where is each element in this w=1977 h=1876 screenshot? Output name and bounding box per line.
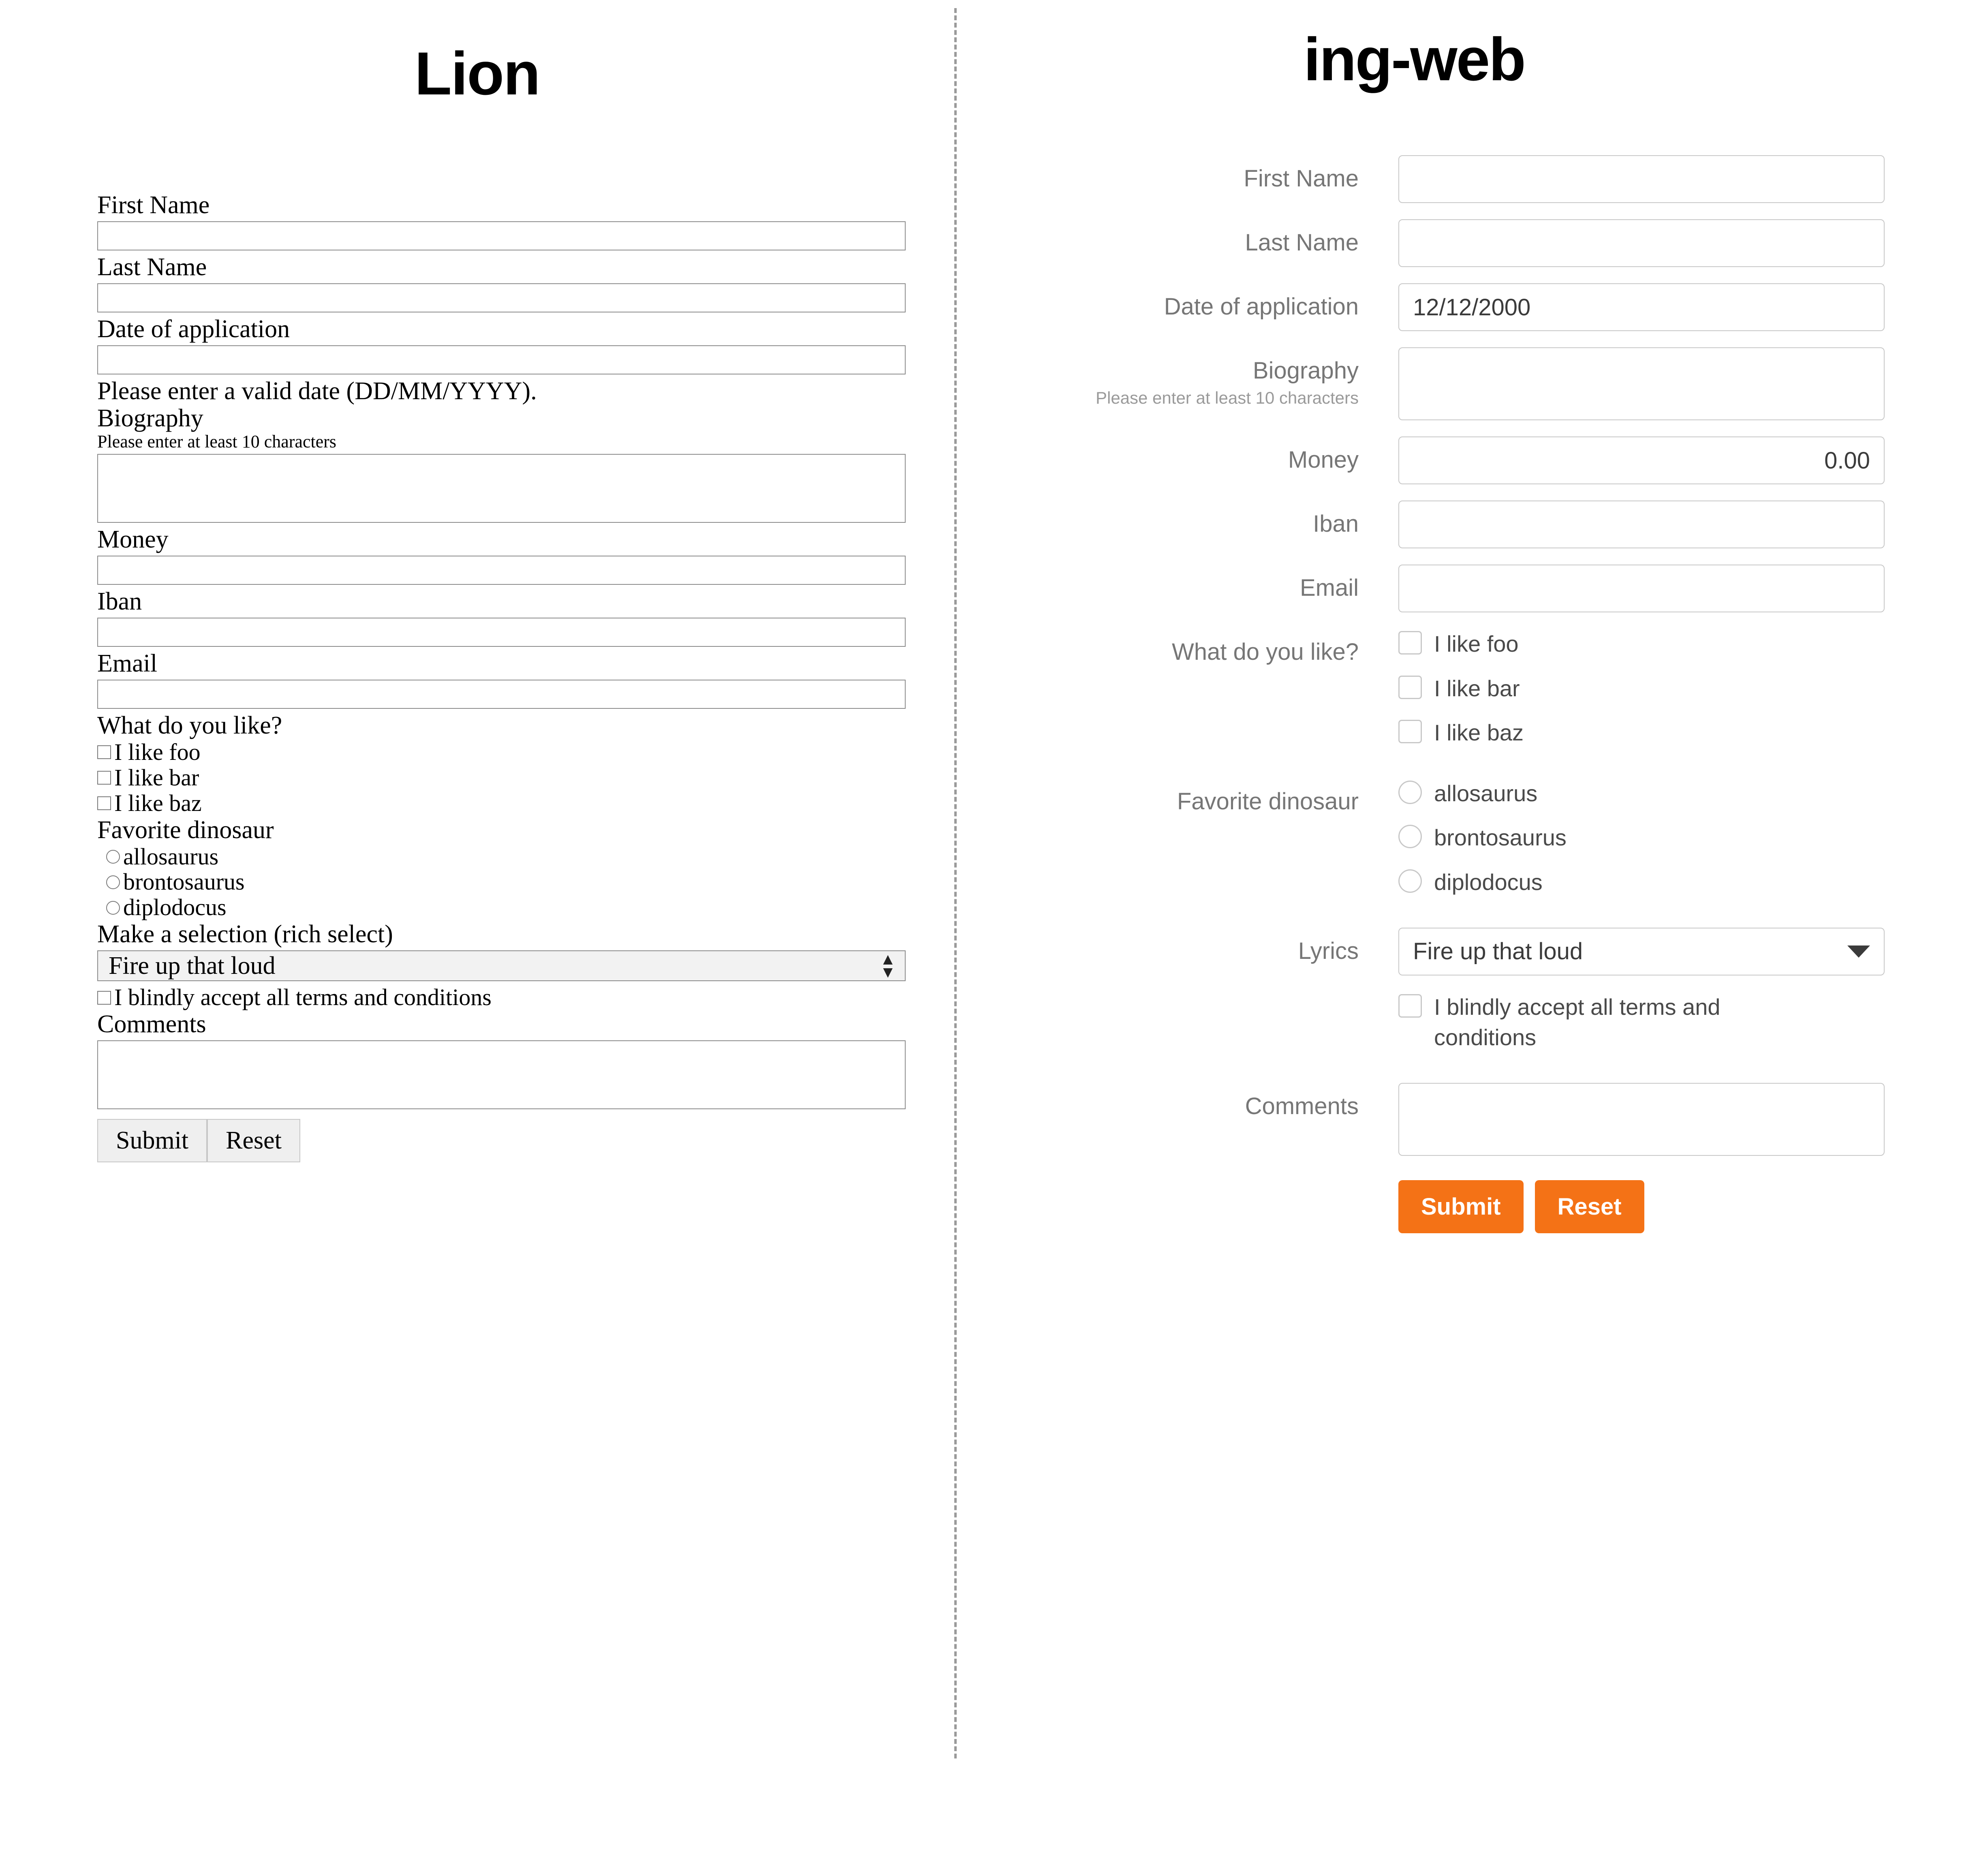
right-biography-label: Biography <box>1252 357 1359 384</box>
left-dino-allosaurus-label: allosaurus <box>123 843 219 870</box>
right-likes-row <box>989 629 1977 762</box>
right-submit-button[interactable]: Submit <box>1398 1180 1524 1233</box>
right-iban-label: Iban <box>1313 511 1359 537</box>
right-dino-brontosaurus-row[interactable] <box>1398 822 1885 853</box>
checkbox-icon[interactable] <box>97 796 111 810</box>
right-last-name-field-col <box>1398 219 1885 267</box>
right-form <box>957 155 1977 1233</box>
right-comments-label: Comments <box>1245 1093 1359 1119</box>
left-first-name-input[interactable] <box>97 221 906 250</box>
left-form <box>97 192 906 1162</box>
right-like-baz-label: I like baz <box>1434 720 1524 746</box>
left-money-input[interactable] <box>97 556 906 585</box>
right-first-name-label-col <box>989 155 1398 192</box>
right-money-label-col <box>989 436 1398 473</box>
left-like-foo-label: I like foo <box>114 738 201 765</box>
right-first-name-row <box>989 155 1977 203</box>
right-date-input[interactable]: 12/12/2000 <box>1398 283 1885 331</box>
left-dino-diplodocus-label: diplodocus <box>123 894 227 921</box>
left-dino-allosaurus-row[interactable] <box>97 845 906 869</box>
right-date-field-col <box>1398 283 1885 331</box>
radio-icon[interactable] <box>1398 869 1422 893</box>
radio-icon[interactable] <box>1398 781 1422 804</box>
right-date-row <box>989 283 1977 331</box>
checkbox-icon[interactable] <box>97 745 111 759</box>
left-dino-brontosaurus-label: brontosaurus <box>123 868 245 895</box>
left-biography-hint: Please enter at least 10 characters <box>97 431 337 451</box>
left-likes-label: What do you like? <box>97 712 282 740</box>
left-email-input[interactable] <box>97 680 906 709</box>
right-money-label: Money <box>1288 447 1359 473</box>
right-terms-checkbox-row[interactable] <box>1398 992 1885 1053</box>
right-dino-diplodocus-row[interactable] <box>1398 867 1885 898</box>
left-last-name-input[interactable] <box>97 283 906 312</box>
right-lyrics-label: Lyrics <box>1298 937 1359 964</box>
right-like-foo-label: I like foo <box>1434 631 1519 657</box>
right-dinosaur-label: Favorite dinosaur <box>1177 788 1359 815</box>
right-like-bar-row[interactable] <box>1398 673 1885 704</box>
right-last-name-label: Last Name <box>1245 229 1359 256</box>
right-dinosaur-field-col <box>1398 778 1885 911</box>
left-biography-textarea[interactable] <box>97 454 906 523</box>
left-dinosaur-label: Favorite dinosaur <box>97 816 274 844</box>
right-last-name-row <box>989 219 1977 267</box>
right-dino-brontosaurus-label: brontosaurus <box>1434 825 1567 851</box>
right-biography-textarea[interactable] <box>1398 347 1885 420</box>
right-lyrics-label-col <box>989 928 1398 964</box>
left-like-bar-label: I like bar <box>114 764 199 791</box>
left-last-name-label: Last Name <box>97 253 207 281</box>
right-iban-input[interactable] <box>1398 501 1885 548</box>
right-lyrics-select-value: Fire up that loud <box>1413 938 1583 965</box>
right-like-foo-row[interactable] <box>1398 629 1885 659</box>
right-date-label-col <box>989 283 1398 320</box>
checkbox-icon[interactable] <box>1398 720 1422 743</box>
right-biography-field-col <box>1398 347 1885 420</box>
left-comments-textarea[interactable] <box>97 1040 906 1109</box>
right-lyrics-row <box>989 928 1977 975</box>
left-like-foo-row[interactable] <box>97 740 906 765</box>
right-comments-label-col <box>989 1083 1398 1119</box>
right-email-label-col <box>989 565 1398 601</box>
left-like-baz-label: I like baz <box>114 789 202 816</box>
radio-icon[interactable] <box>106 850 120 864</box>
left-dino-brontosaurus-row[interactable] <box>97 870 906 894</box>
right-money-input[interactable]: 0.00 <box>1398 436 1885 484</box>
right-button-row <box>1398 1180 1977 1233</box>
left-date-input[interactable] <box>97 345 906 374</box>
right-likes-label: What do you like? <box>1171 639 1359 665</box>
left-comments-label: Comments <box>97 1010 206 1038</box>
checkbox-icon[interactable] <box>1398 994 1422 1018</box>
left-money-label: Money <box>97 526 169 554</box>
left-button-row <box>97 1119 906 1162</box>
right-money-row <box>989 436 1977 484</box>
right-lyrics-field-col <box>1398 928 1885 975</box>
right-reset-button[interactable]: Reset <box>1535 1180 1644 1233</box>
right-dinosaur-label-col <box>989 778 1398 815</box>
right-like-baz-row[interactable] <box>1398 717 1885 748</box>
radio-icon[interactable] <box>106 875 120 889</box>
left-like-bar-row[interactable] <box>97 766 906 790</box>
right-lyrics-select[interactable] <box>1398 928 1885 975</box>
left-submit-button[interactable]: Submit <box>97 1119 207 1162</box>
right-pane-title: ing-web <box>1304 25 1525 93</box>
right-terms-field-col <box>1398 992 1885 1067</box>
right-like-bar-label: I like bar <box>1434 675 1520 701</box>
checkbox-icon[interactable] <box>97 771 111 785</box>
checkbox-icon[interactable] <box>97 991 111 1005</box>
left-date-hint: Please enter a valid date (DD/MM/YYYY). <box>97 377 537 405</box>
right-biography-row <box>989 347 1977 420</box>
right-last-name-label-col <box>989 219 1398 256</box>
right-first-name-field-col <box>1398 155 1885 203</box>
right-biography-label-col <box>989 347 1398 408</box>
left-terms-row[interactable] <box>97 985 906 1010</box>
right-terms-row <box>989 992 1977 1067</box>
left-terms-label: I blindly accept all terms and conditions <box>114 984 492 1011</box>
radio-icon[interactable] <box>106 901 120 915</box>
right-terms-label: I blindly accept all terms and conditions <box>1434 994 1721 1050</box>
right-first-name-input[interactable] <box>1398 155 1885 203</box>
right-date-label: Date of application <box>1164 293 1359 320</box>
right-first-name-label: First Name <box>1244 165 1359 192</box>
right-email-row <box>989 565 1977 612</box>
right-comments-textarea[interactable] <box>1398 1083 1885 1156</box>
left-like-baz-row[interactable] <box>97 791 906 816</box>
right-dino-allosaurus-label: allosaurus <box>1434 780 1538 806</box>
right-terms-label-col <box>989 992 1398 1002</box>
left-iban-input[interactable] <box>97 618 906 647</box>
right-last-name-input[interactable] <box>1398 219 1885 267</box>
left-email-label: Email <box>97 650 158 678</box>
left-rich-select[interactable] <box>97 950 906 981</box>
right-comments-row <box>989 1083 1977 1156</box>
right-money-field-col <box>1398 436 1885 484</box>
left-select-label: Make a selection (rich select) <box>97 920 393 948</box>
left-dino-diplodocus-row[interactable] <box>97 895 906 920</box>
right-dino-allosaurus-row[interactable] <box>1398 778 1885 809</box>
right-dino-diplodocus-label: diplodocus <box>1434 869 1543 895</box>
right-biography-hint: Please enter at least 10 characters <box>1095 388 1359 407</box>
radio-icon[interactable] <box>1398 825 1422 848</box>
chevron-down-icon[interactable] <box>1847 945 1870 958</box>
right-comments-field-col <box>1398 1083 1885 1156</box>
left-reset-button[interactable]: Reset <box>207 1119 300 1162</box>
left-pane-title: Lion <box>415 39 540 107</box>
right-iban-field-col <box>1398 501 1885 548</box>
checkbox-icon[interactable] <box>1398 631 1422 655</box>
right-email-field-col <box>1398 565 1885 612</box>
left-pane-unstyled <box>0 0 954 1876</box>
left-date-label: Date of application <box>97 315 290 343</box>
left-rich-select-value: Fire up that loud <box>109 952 276 980</box>
right-iban-row <box>989 501 1977 548</box>
left-biography-label: Biography <box>97 404 203 432</box>
right-email-input[interactable] <box>1398 565 1885 612</box>
left-first-name-label: First Name <box>97 191 210 219</box>
right-likes-label-col <box>989 629 1398 665</box>
right-likes-field-col <box>1398 629 1885 762</box>
checkbox-icon[interactable] <box>1398 676 1422 699</box>
right-iban-label-col <box>989 501 1398 537</box>
right-pane-styled <box>957 0 1977 1876</box>
right-email-label: Email <box>1299 575 1359 601</box>
right-dinosaur-row <box>989 778 1977 911</box>
spinner-arrows-icon: ▲ ▼ <box>880 950 896 982</box>
left-iban-label: Iban <box>97 588 142 616</box>
